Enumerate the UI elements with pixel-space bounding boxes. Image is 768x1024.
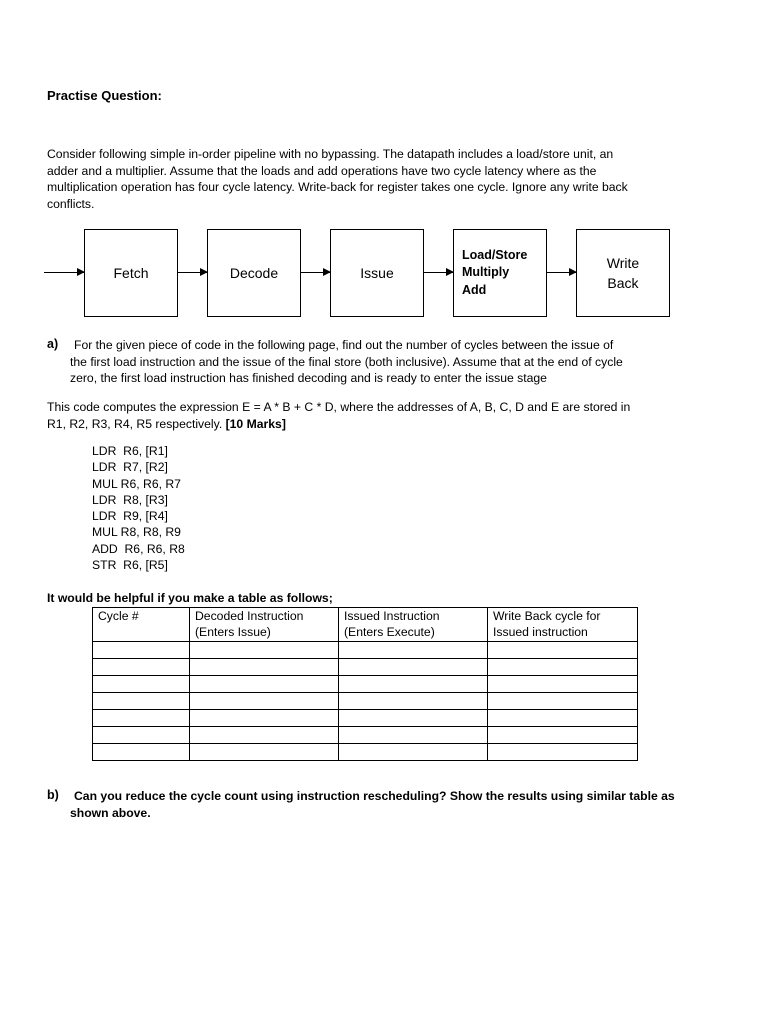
code-line: ADD R6, R6, R8 — [92, 541, 185, 556]
table-cell — [488, 659, 638, 676]
issue-stage — [330, 229, 424, 317]
header-write-back: Write Back cycle for Issued instruction — [488, 608, 638, 642]
table-cell — [190, 710, 339, 727]
table-cell — [339, 659, 488, 676]
question-a-line: the first load instruction and the issue of the final store (both inclusive). Assume that at the end of cycle — [70, 354, 623, 369]
code-line: LDR R6, [R1] — [92, 444, 168, 458]
table-cell — [93, 659, 190, 676]
issue-to-execute-arrow — [424, 272, 453, 273]
table-cell — [488, 744, 638, 761]
write-label: Write — [606, 255, 640, 271]
code-line: LDR R8, [R3] — [92, 492, 168, 507]
table-row — [93, 659, 638, 676]
question-a-line: zero, the first load instruction has finished decoding and is ready to enter the issue stage — [70, 371, 547, 385]
question-b-text — [70, 788, 675, 821]
intro-line: Consider following simple in-order pipeline with no bypassing. The datapath includes a load/store unit, an — [47, 147, 614, 161]
issue-label: Issue — [360, 265, 394, 281]
table-cell — [339, 727, 488, 744]
intro-line: conflicts. — [47, 196, 95, 211]
table-row — [93, 727, 638, 744]
fetch-stage — [84, 229, 178, 317]
table-cell — [93, 642, 190, 659]
question-a-line: For the given piece of code in the following page, find out the number of cycles between the issue of — [74, 338, 614, 352]
decode-label: Decode — [229, 265, 279, 281]
table-cell — [190, 659, 339, 676]
table-row — [93, 642, 638, 659]
question-a-label: a) — [47, 337, 59, 351]
table-cell — [488, 676, 638, 693]
expression-line: R1, R2, R3, R4, R5 respectively. — [47, 416, 226, 431]
table-intro: It would be helpful if you make a table as follows; — [47, 591, 333, 605]
table-cell — [339, 693, 488, 710]
marks-label: [10 Marks] — [225, 416, 286, 431]
code-line: LDR R7, [R2] — [92, 460, 168, 475]
table-cell — [488, 710, 638, 727]
execute-to-writeback-arrow — [547, 272, 576, 273]
table-header-row — [93, 608, 638, 642]
table-cell — [190, 693, 339, 710]
code-listing — [92, 443, 185, 573]
add-label: Add — [462, 282, 487, 297]
table-cell — [190, 676, 339, 693]
question-b-line: Can you reduce the cycle count using instruction rescheduling? Show the results using similar table as — [74, 789, 675, 803]
header-issued: Issued Instruction (Enters Execute) — [339, 608, 488, 642]
code-line: MUL R8, R8, R9 — [92, 525, 181, 540]
table-cell — [339, 710, 488, 727]
table-cell — [93, 744, 190, 761]
table-cell — [339, 744, 488, 761]
fetch-to-decode-arrow — [178, 272, 207, 273]
header-cycle: Cycle # — [93, 608, 190, 642]
table-cell — [488, 693, 638, 710]
expression-paragraph — [47, 399, 630, 432]
intro-line: multiplication operation has four cycle latency. Write-back for register takes one cycle. Ignore any write back — [47, 180, 628, 194]
expression-line: This code computes the expression E = A * B + C * D, where the addresses of A, B, C, D and E are stored in — [47, 400, 631, 414]
table-cell — [93, 693, 190, 710]
table-row — [93, 744, 638, 761]
table-cell — [339, 642, 488, 659]
table-cell — [190, 642, 339, 659]
decode-to-issue-arrow — [301, 272, 330, 273]
write-back-stage — [576, 229, 670, 317]
question-b-line: shown above. — [70, 805, 151, 820]
table-row — [93, 693, 638, 710]
cycle-table — [92, 607, 638, 761]
code-line: STR R6, [R5] — [92, 558, 168, 573]
execute-stage — [453, 229, 547, 317]
header-decoded: Decoded Instruction (Enters Issue) — [190, 608, 339, 642]
back-label: Back — [607, 275, 639, 291]
fetch-label: Fetch — [113, 265, 149, 281]
intro-line: adder and a multiplier. Assume that the loads and add operations have two cycle latency where as the — [47, 163, 597, 178]
input-arrow — [44, 272, 84, 273]
table-cell — [190, 744, 339, 761]
table-row — [93, 676, 638, 693]
table-cell — [488, 642, 638, 659]
code-line: MUL R6, R6, R7 — [92, 476, 181, 491]
table-cell — [93, 727, 190, 744]
table-cell — [93, 676, 190, 693]
question-b-label: b) — [47, 788, 59, 802]
table-cell — [339, 676, 488, 693]
table-row — [93, 710, 638, 727]
multiply-label: Multiply — [462, 265, 510, 280]
decode-stage — [207, 229, 301, 317]
code-line: LDR R9, [R4] — [92, 509, 168, 524]
intro-paragraph — [47, 146, 727, 212]
question-a-text — [70, 337, 623, 387]
load-store-label: Load/Store — [462, 247, 528, 262]
table-cell — [93, 710, 190, 727]
page-title: Practise Question: — [47, 88, 162, 103]
table-cell — [190, 727, 339, 744]
table-cell — [488, 727, 638, 744]
